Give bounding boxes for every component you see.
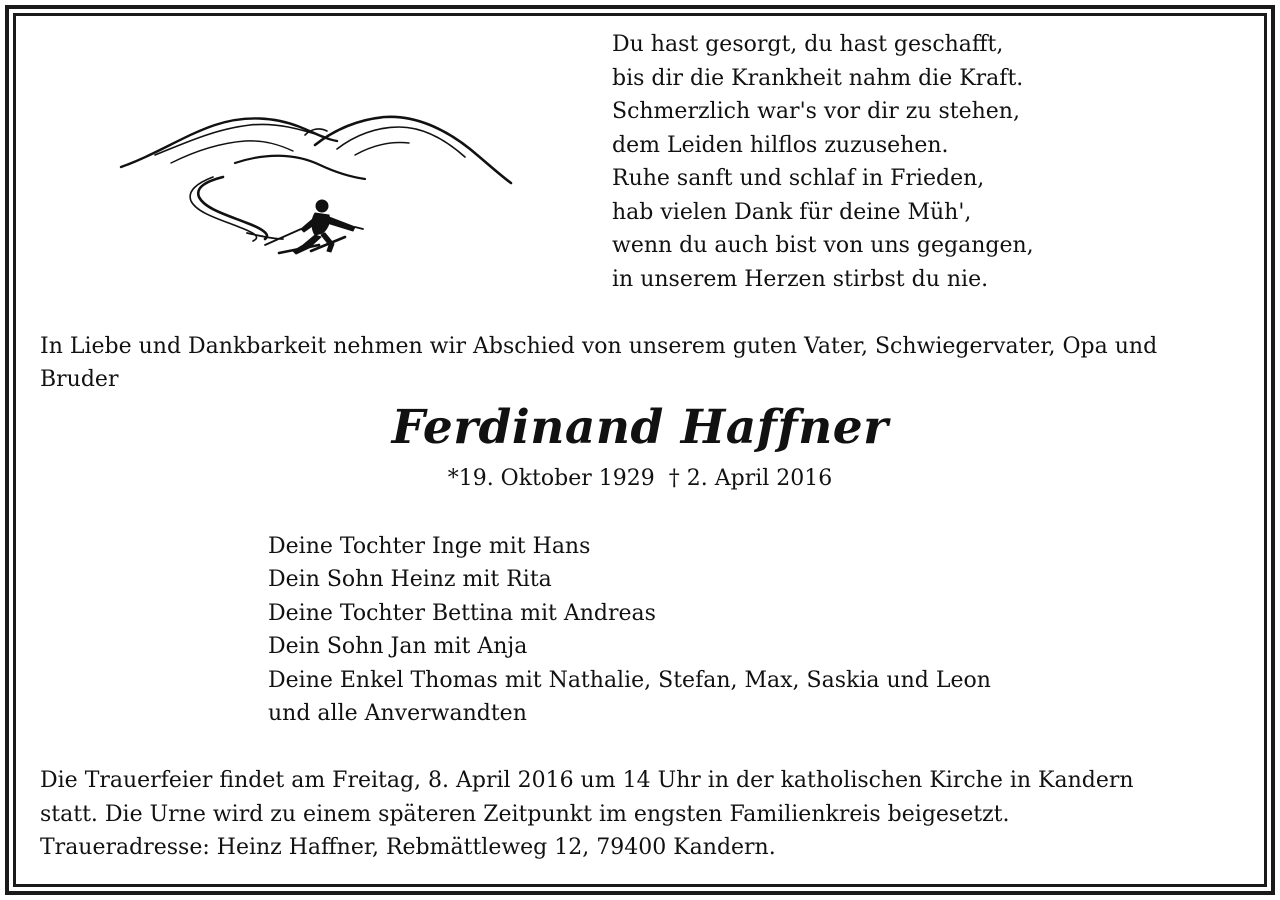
poem-line: wenn du auch bist von uns gegangen, xyxy=(612,233,1034,258)
funeral-details-line: statt. Die Urne wird zu einem späteren Zeitpunkt im engsten Familienkreis beigesetzt. xyxy=(40,801,1010,827)
mourner-entry: und alle Anverwandten xyxy=(268,701,527,727)
funeral-details xyxy=(40,764,1250,865)
mourner-entry: Deine Enkel Thomas mit Nathalie, Stefan, Max, Saskia und Leon xyxy=(268,667,991,693)
memorial-poem xyxy=(612,28,1252,296)
birth-date: *19. Oktober 1929 xyxy=(447,466,655,491)
mourner-entry: Dein Sohn Jan mit Anja xyxy=(268,634,528,660)
life-dates xyxy=(0,462,1280,496)
poem-line: dem Leiden hilflos zuzusehen. xyxy=(612,132,949,158)
death-date: † 2. April 2016 xyxy=(668,466,833,491)
poem-line: hab vielen Dank für deine Müh', xyxy=(612,199,972,225)
poem-line: Ruhe sanft und schlaf in Frieden, xyxy=(612,166,985,191)
funeral-details-line: Die Trauerfeier findet am Freitag, 8. April 2016 um 14 Uhr in der katholischen Kirche in Kandern xyxy=(40,768,1134,793)
poem-line: in unserem Herzen stirbst du nie. xyxy=(612,266,989,292)
farewell-intro: In Liebe und Dankbarkeit nehmen wir Abschied von unserem guten Vater, Schwiegervater, Opa und Bruder xyxy=(40,334,1158,392)
mourner-entry: Dein Sohn Heinz mit Rita xyxy=(268,567,552,593)
poem-line: Schmerzlich war's vor dir zu stehen, xyxy=(612,99,1020,124)
mourner-entry: Deine Tochter Bettina mit Andreas xyxy=(268,600,656,626)
mourning-address: Traueradresse: Heinz Haffner, Rebmättleweg 12, 79400 Kandern. xyxy=(40,835,776,860)
mourner-entry: Deine Tochter Inge mit Hans xyxy=(268,534,591,559)
poem-line: Du hast gesorgt, du hast geschafft, xyxy=(612,32,1004,57)
mountain-skier-icon xyxy=(115,105,515,265)
poem-line: bis dir die Krankheit nahm die Kraft. xyxy=(612,65,1024,91)
deceased-name: Ferdinand Haffner xyxy=(391,400,889,455)
mourners-list xyxy=(268,530,1228,730)
